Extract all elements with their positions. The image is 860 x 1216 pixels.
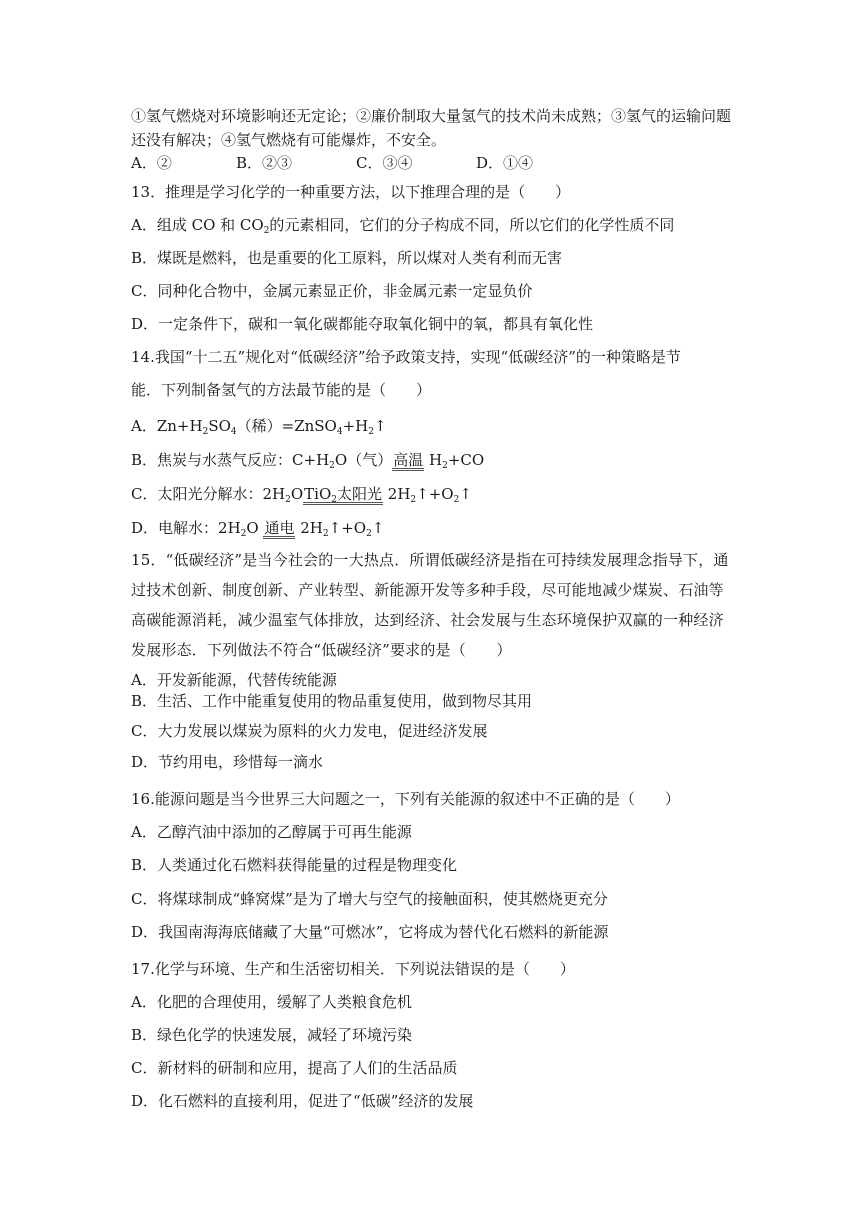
q17-option-d: D．化石燃料的直接利用，促进了“低碳”经济的发展: [131, 1092, 474, 1110]
q17-stem: 17.化学与环境、生产和生活密切相关．下列说法错误的是（ ）: [131, 960, 575, 978]
q16-option-d: D．我国南海海底储藏了大量“可燃冰”，它将成为替代化石燃料的新能源: [131, 923, 609, 941]
q13-option-d: D．一定条件下，碳和一氧化碳都能夺取氧化铜中的氧，都具有氧化性: [131, 315, 594, 333]
q17-option-b: B．绿色化学的快速发展，减轻了环境污染: [131, 1026, 413, 1044]
q12-text-line1: ①氢气燃烧对环境影响还无定论；②廉价制取大量氢气的技术尚未成熟；③氢气的运输问题: [131, 107, 732, 125]
q15-option-b: B．生活、工作中能重复使用的物品重复使用，做到物尽其用: [131, 692, 533, 710]
q12-text-line2: 还没有解决；④氢气燃烧有可能爆炸，不安全。: [131, 131, 447, 149]
q15-option-a: A．开发新能源，代替传统能源: [131, 671, 337, 689]
q14-option-b: B．焦炭与水蒸气反应：$C+H_2O$（气）高温 $H_2+CO$: [131, 451, 485, 471]
q16-option-b: B．人类通过化石燃料获得能量的过程是物理变化: [131, 856, 458, 874]
q14-stem-line1: 14.我国“十二五”规化对“低碳经济”给予政策支持，实现“低碳经济”的一种策略是节: [131, 348, 681, 366]
q15-stem: 15．“低碳经济”是当今社会的一大热点．所谓低碳经济是指在可持续发展理念指导下，通过技术创新、制度创新、产业转型、新能源开发等多种手段，尽可能地减少煤炭、石油等高碳能源消耗，减少温室气体排放，达到经济、社会发展与生态环境保护双赢的一种经济发展形态．下列做法不符合“低碳经济”要求的是（ ）: [131, 551, 729, 659]
q13-option-c: C．同种化合物中，金属元素显正价，非金属元素一定显负价: [131, 282, 533, 300]
q14-option-d: D．电解水：$2H_2O$ 通电 $2H_2↑+O_2↑$: [131, 519, 385, 539]
q16-option-c: C．将煤球制成“蜂窝煤”是为了增大与空气的接触面积，使其燃烧更充分: [131, 890, 608, 908]
q13-option-a: A．组成 CO 和 $CO_2$的元素相同，它们的分子构成不同，所以它们的化学性质不同: [131, 216, 675, 236]
q14-stem-line2: 能．下列制备氢气的方法最节能的是（ ）: [131, 381, 432, 399]
q16-stem: 16.能源问题是当今世界三大问题之一，下列有关能源的叙述中不正确的是（ ）: [131, 790, 680, 808]
q15-option-c: C．大力发展以煤炭为原料的火力发电，促进经济发展: [131, 722, 488, 740]
q14-option-a: A．$Zn+H_2SO_4$（稀）$=ZnSO_4+H_2↑$: [131, 417, 387, 437]
q12-option-d: D．①④: [476, 154, 534, 172]
q15-option-d: D．节约用电，珍惜每一滴水: [131, 753, 324, 771]
q13-option-b: B．煤既是燃料，也是重要的化工原料，所以煤对人类有利而无害: [131, 249, 563, 267]
q12-option-b: B．②③: [236, 154, 293, 172]
q16-option-a: A．乙醇汽油中添加的乙醇属于可再生能源: [131, 823, 412, 841]
q14-option-c: C．太阳光分解水：$2H_2OTiO_2$太阳光 $2H_2↑+O_2↑$: [131, 485, 472, 505]
reaction-condition: TiO$_2$太阳光: [304, 485, 383, 505]
q12-option-a: A．②: [131, 154, 172, 172]
reaction-condition: 高温: [393, 451, 424, 469]
q17-option-a: A．化肥的合理使用，缓解了人类粮食危机: [131, 993, 412, 1011]
q13-stem: 13．推理是学习化学的一种重要方法，以下推理合理的是（ ）: [131, 183, 571, 201]
q12-option-c: C．③④: [356, 154, 413, 172]
reaction-condition: 通电: [264, 519, 295, 537]
q17-option-c: C．新材料的研制和应用，提高了人们的生活品质: [131, 1059, 458, 1077]
q12-options: [131, 153, 533, 173]
